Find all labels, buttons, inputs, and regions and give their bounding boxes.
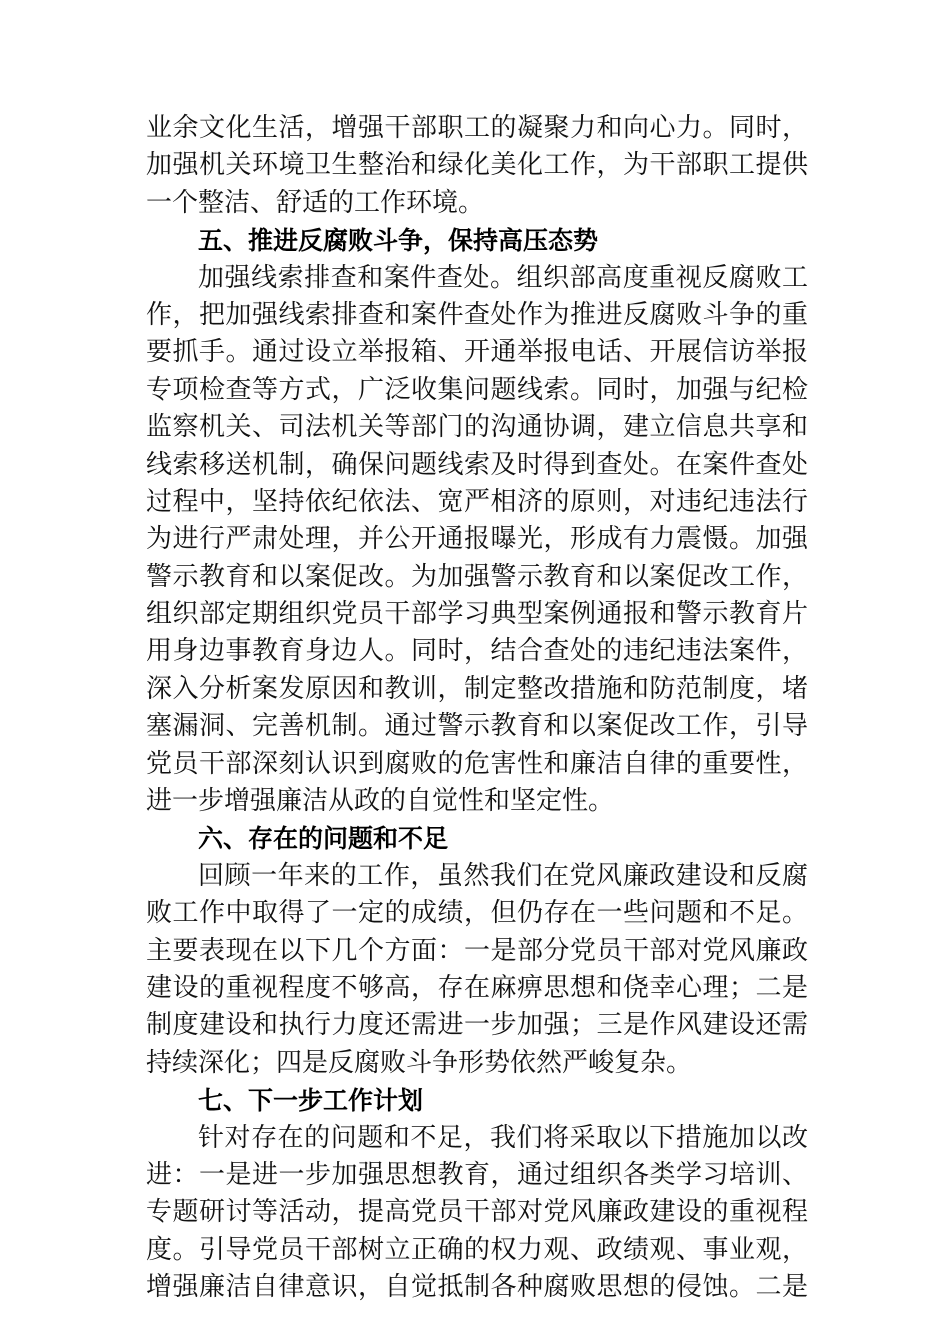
paragraph-line: 党员干部深刻认识到腐败的危害性和廉洁自律的重要性， [146,748,808,779]
paragraph-line: 用身边事教育身边人。同时，结合查处的违纪违法案件， [146,636,808,667]
section-heading: 七、下一步工作计划 [198,1086,424,1116]
paragraph-line: 深入分析案发原因和教训，制定整改措施和防范制度，堵 [146,673,808,704]
paragraph-line: 塞漏洞、完善机制。通过警示教育和以案促改工作，引导 [146,711,808,742]
paragraph-line: 监察机关、司法机关等部门的沟通协调，建立信息共享和 [146,412,808,443]
document-body [146,110,808,1307]
paragraph-line: 制度建设和执行力度还需进一步加强；三是作风建设还需 [146,1010,808,1041]
paragraph-line: 为进行严肃处理，并公开通报曝光，形成有力震慑。加强 [146,524,808,555]
paragraph-line: 加强机关环境卫生整治和绿化美化工作，为干部职工提供 [146,150,808,181]
section-heading: 六、存在的问题和不足 [198,824,449,854]
paragraph-line: 业余文化生活，增强干部职工的凝聚力和向心力。同时， [146,113,808,143]
paragraph-line: 加强线索排查和案件查处。组织部高度重视反腐败工 [198,262,808,293]
paragraph-line: 专项检查等方式，广泛收集问题线索。同时，加强与纪检 [146,374,808,405]
paragraph-line: 作，把加强线索排查和案件查处作为推进反腐败斗争的重 [146,299,808,330]
paragraph-line: 度。引导党员干部树立正确的权力观、政绩观、事业观， [146,1234,808,1265]
paragraph-line: 持续深化；四是反腐败斗争形势依然严峻复杂。 [146,1047,693,1078]
section-heading: 五、推进反腐败斗争，保持高压态势 [198,226,599,256]
paragraph-line: 警示教育和以案促改。为加强警示教育和以案促改工作， [146,561,808,592]
paragraph-line: 建设的重视程度不够高，存在麻痹思想和侥幸心理；二是 [146,972,808,1003]
paragraph-line: 进一步增强廉洁从政的自觉性和坚定性。 [146,786,615,817]
paragraph-line: 针对存在的问题和不足，我们将采取以下措施加以改 [198,1122,808,1153]
paragraph-line: 要抓手。通过设立举报箱、开通举报电话、开展信访举报 [146,337,808,368]
paragraph-line: 专题研讨等活动，提高党员干部对党风廉政建设的重视程 [146,1197,808,1228]
paragraph-line: 线索移送机制，确保问题线索及时得到查处。在案件查处 [146,449,808,480]
paragraph-line: 过程中，坚持依纪依法、宽严相济的原则，对违纪违法行 [146,486,808,517]
paragraph-line: 增强廉洁自律意识，自觉抵制各种腐败思想的侵蚀。二是 [146,1272,808,1303]
paragraph-line: 败工作中取得了一定的成绩，但仍存在一些问题和不足。 [146,898,808,929]
paragraph-line: 回顾一年来的工作，虽然我们在党风廉政建设和反腐 [198,860,808,891]
paragraph-line: 进：一是进一步加强思想教育，通过组织各类学习培训、 [146,1159,808,1190]
paragraph-line: 一个整洁、舒适的工作环境。 [146,187,485,218]
paragraph-line: 组织部定期组织党员干部学习典型案例通报和警示教育片 [146,599,808,630]
paragraph-line: 主要表现在以下几个方面：一是部分党员干部对党风廉政 [146,935,808,966]
